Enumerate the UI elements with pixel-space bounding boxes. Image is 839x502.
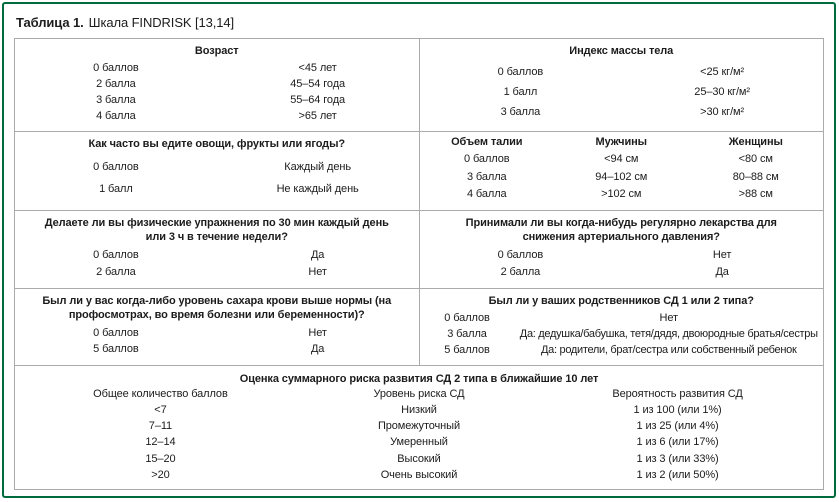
probability-cell: 1 из 2 (или 50%) [636, 468, 719, 481]
table-row [15, 183, 419, 197]
section-bp-meds-header: Принимали ли вы когда-нибудь регулярно лекарства для снижения артериального давления? [465, 217, 777, 243]
section-bmi-rows [420, 60, 824, 126]
score-cell: 2 балла [500, 265, 541, 278]
section-blood-sugar-header: Был ли у вас когда-либо уровень сахара крови выше нормы (на профосмотрах, во время болезни или беременности)? [42, 295, 392, 321]
table-row [420, 328, 824, 342]
section-family [420, 289, 824, 365]
section-exercise-header: Делаете ли вы физические упражнения по 30 мин каждый день или 3 ч в течение недели? [44, 217, 389, 243]
table-row [420, 312, 824, 326]
value-cell: Нет [308, 326, 327, 339]
score-cell: 5 баллов [444, 344, 490, 356]
level-cell: Умеренный [390, 436, 448, 449]
risk-col-header-points: Общее количество баллов [93, 387, 228, 400]
section-row-1 [15, 39, 823, 132]
score-cell: 2 балла [96, 78, 136, 90]
value-cell: Да [310, 248, 325, 261]
probability-cell: 1 из 25 (или 4%) [636, 420, 719, 433]
table-row [420, 66, 824, 80]
waist-header-cell: Объем талии [451, 136, 523, 148]
value-cell: <25 кг/м² [700, 66, 745, 78]
table-number-label: Таблица 1. [16, 14, 84, 30]
table-row [420, 171, 824, 185]
score-cell: 0 баллов [93, 62, 139, 74]
waist-header-men: Мужчины [595, 136, 647, 148]
value-cell: 55–64 года [290, 94, 346, 106]
section-vegetables-header: Как часто вы едите овощи, фрукты или ягоды? [88, 138, 345, 150]
table-row [15, 266, 419, 280]
section-blood-sugar [15, 289, 420, 365]
table-row [15, 94, 419, 108]
table-row [15, 420, 823, 434]
section-risk-rows [15, 402, 823, 486]
value-cell: Каждый день [284, 161, 351, 173]
table-row [420, 249, 824, 263]
value-cell: Не каждый день [276, 183, 359, 195]
value-cell: Нет [659, 312, 678, 324]
table-row [15, 161, 419, 175]
risk-column-headers [15, 388, 823, 402]
score-cell: 4 балла [466, 187, 507, 200]
section-row-2 [15, 132, 823, 211]
table-title [4, 4, 834, 38]
section-exercise [15, 211, 420, 288]
section-risk [15, 366, 823, 489]
points-cell: <7 [154, 403, 167, 416]
score-cell: 3 балла [466, 170, 507, 183]
table-row [15, 62, 419, 76]
value-cell: 25–30 кг/м² [694, 86, 750, 98]
table-row [420, 86, 824, 100]
value-cell: Да [310, 343, 325, 356]
section-age [15, 39, 420, 131]
score-cell: 0 баллов [93, 326, 139, 339]
points-cell: 12–14 [145, 436, 176, 449]
section-vegetables [15, 132, 420, 210]
section-waist-rows [420, 150, 824, 205]
score-cell: 1 балл [99, 183, 133, 195]
score-cell: 3 балла [447, 328, 487, 340]
value-cell: Да [715, 265, 729, 278]
table-row [420, 153, 824, 167]
score-cell: 0 баллов [93, 248, 139, 261]
section-family-rows [420, 310, 824, 360]
level-cell: Низкий [401, 403, 437, 416]
probability-cell: 1 из 3 (или 33%) [636, 452, 719, 465]
men-cell: 94–102 см [595, 170, 648, 183]
score-cell: 5 баллов [93, 343, 139, 356]
probability-cell: 1 из 6 (или 17%) [636, 436, 719, 449]
table-frame [2, 2, 836, 498]
section-risk-header: Оценка суммарного риска развития СД 2 типа в ближайшие 10 лет [239, 373, 599, 385]
table-row [420, 188, 824, 202]
table-row [15, 404, 823, 418]
men-cell: >102 см [601, 187, 642, 200]
score-cell: 0 баллов [93, 161, 139, 173]
table-row [15, 469, 823, 483]
value-cell: >65 лет [298, 110, 337, 122]
section-bmi [420, 39, 824, 131]
score-cell: 1 балл [503, 86, 538, 98]
score-cell: 0 баллов [444, 312, 490, 324]
section-risk-inner [15, 366, 823, 489]
value-cell: Да: родители, брат/сестра или собственный ребенок [541, 344, 797, 356]
men-cell: <94 см [604, 153, 639, 166]
table-row [15, 436, 823, 450]
value-cell: >30 кг/м² [700, 106, 745, 118]
probability-cell: 1 из 100 (или 1%) [633, 403, 722, 416]
section-bp-meds [420, 211, 824, 288]
section-bmi-header: Индекс массы тела [569, 45, 674, 57]
waist-header-women: Женщины [728, 136, 783, 148]
section-blood-sugar-rows [15, 324, 419, 361]
table-row [420, 344, 824, 358]
women-cell: 80–88 см [732, 170, 779, 183]
value-cell: Нет [712, 248, 732, 261]
points-cell: 15–20 [145, 452, 176, 465]
value-cell: <45 лет [298, 62, 337, 74]
score-cell: 0 баллов [464, 153, 510, 166]
score-cell: 4 балла [96, 110, 136, 122]
table-row [15, 327, 419, 341]
section-exercise-rows [15, 246, 419, 284]
score-cell: 0 баллов [497, 248, 544, 261]
women-cell: >88 см [738, 187, 773, 200]
value-cell: Нет [308, 265, 327, 278]
risk-col-header-probability: Вероятность развития СД [612, 387, 743, 400]
score-cell: 0 баллов [497, 66, 544, 78]
section-row-3 [15, 211, 823, 289]
section-age-header: Возраст [194, 45, 239, 57]
section-waist [420, 132, 824, 210]
table-row [420, 106, 824, 120]
table-title-text: Шкала FINDRISK [13,14] [88, 14, 235, 30]
value-cell: 45–54 года [290, 78, 346, 90]
women-cell: <80 см [738, 153, 773, 166]
section-vegetables-rows [15, 153, 419, 205]
table-row [15, 343, 419, 357]
section-age-rows [15, 60, 419, 126]
table-row [420, 266, 824, 280]
table-row [15, 453, 823, 467]
value-cell: Да: дедушка/бабушка, тетя/дядя, двоюродные братья/сестры [519, 328, 818, 340]
section-family-header: Был ли у ваших родственников СД 1 или 2 типа? [488, 295, 754, 307]
level-cell: Высокий [397, 452, 441, 465]
findrisk-table [14, 38, 824, 490]
table-row [15, 110, 419, 124]
table-row [15, 249, 419, 263]
score-cell: 3 балла [500, 106, 541, 118]
score-cell: 3 балла [96, 94, 136, 106]
score-cell: 2 балла [96, 265, 136, 278]
section-bp-meds-rows [420, 246, 824, 284]
points-cell: 7–11 [148, 420, 173, 433]
risk-col-header-level: Уровень риска СД [373, 387, 465, 400]
level-cell: Очень высокий [380, 468, 458, 481]
level-cell: Промежуточный [377, 420, 460, 433]
section-waist-headers [420, 136, 824, 150]
table-row [15, 78, 419, 92]
section-row-4 [15, 289, 823, 366]
points-cell: >20 [151, 468, 170, 481]
